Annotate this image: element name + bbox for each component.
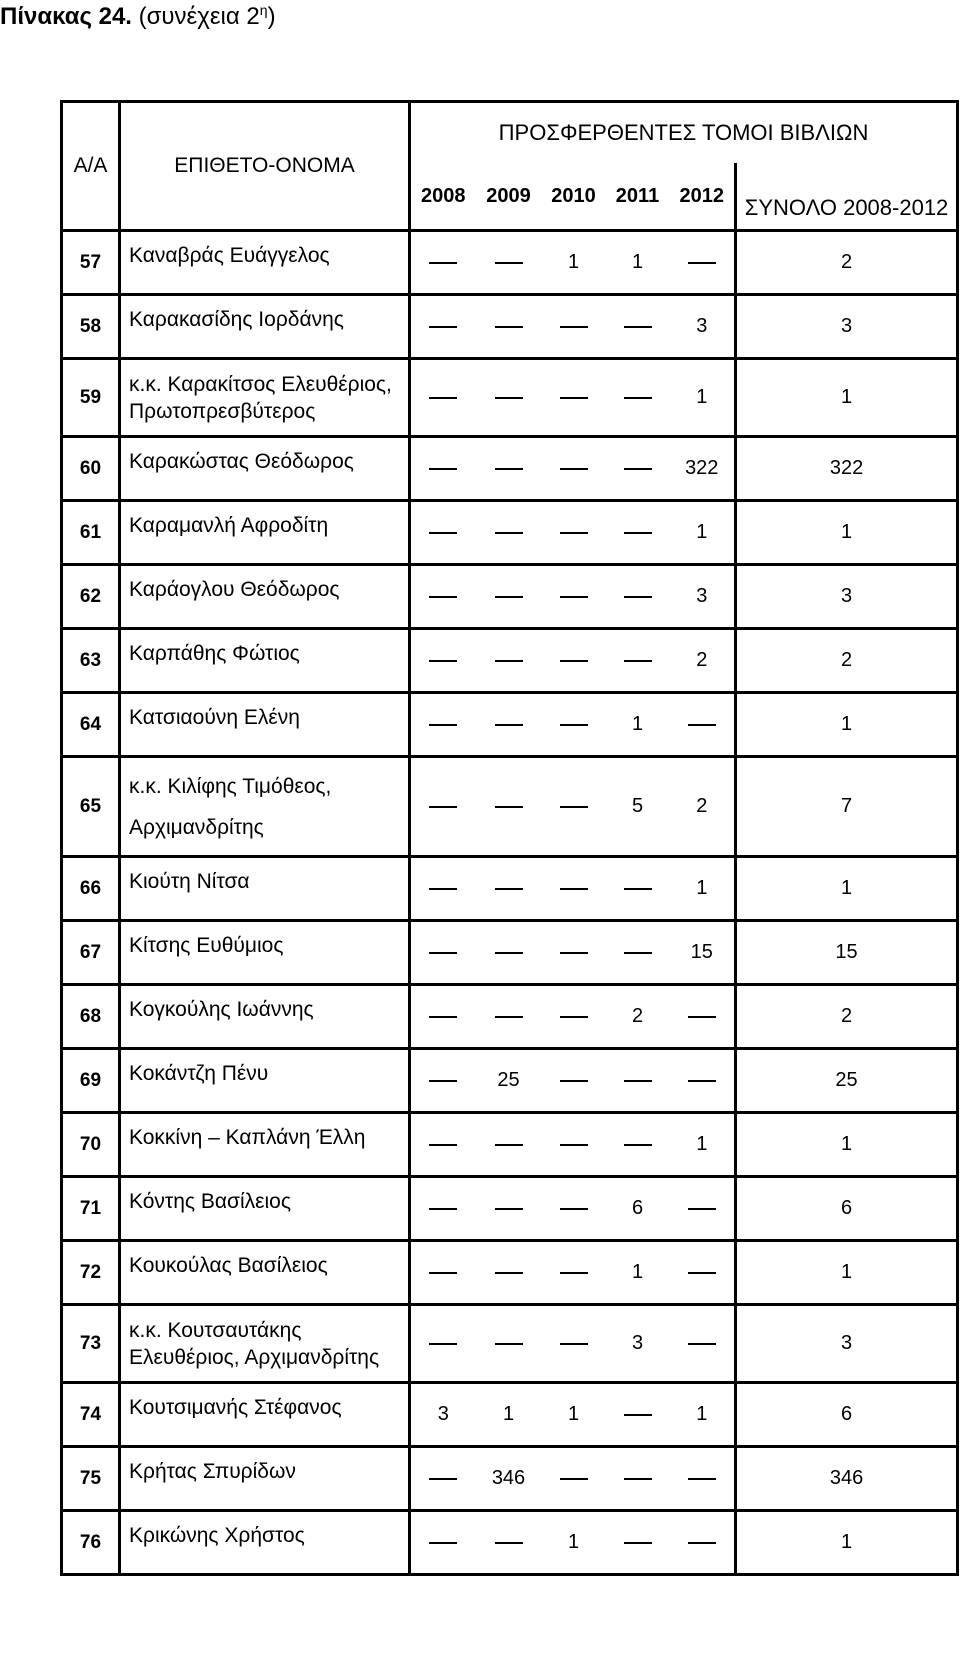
row-name-text: Κουκούλας Βασίλειος xyxy=(129,1254,328,1277)
dash-mark xyxy=(560,1208,588,1210)
row-total: 6 xyxy=(736,1177,958,1241)
year-value-2012 xyxy=(670,1305,736,1383)
table-row xyxy=(62,1177,958,1241)
year-value-2010 xyxy=(542,1049,606,1113)
dash-mark xyxy=(495,1208,523,1210)
year-value-2008 xyxy=(410,359,476,437)
row-name-text: Καναβράς Ευάγγελος xyxy=(129,244,330,267)
dash-mark xyxy=(495,888,523,890)
row-name-text: Κόντης Βασίλειος xyxy=(129,1190,291,1213)
row-name xyxy=(120,921,410,985)
year-value-2012: 1 xyxy=(670,1113,736,1177)
row-total: 1 xyxy=(736,857,958,921)
year-value-2008 xyxy=(410,1177,476,1241)
header-year: 2011 xyxy=(606,163,670,231)
dash-mark xyxy=(624,397,652,399)
dash-mark xyxy=(429,1144,457,1146)
year-value-2011 xyxy=(606,565,670,629)
year-value-2012: 1 xyxy=(670,857,736,921)
dash-mark xyxy=(429,468,457,470)
year-value-2011: 1 xyxy=(606,693,670,757)
row-number: 58 xyxy=(62,295,120,359)
table-caption-label: Πίνακας 24. xyxy=(0,3,132,30)
year-value-2011 xyxy=(606,1049,670,1113)
row-name xyxy=(120,231,410,295)
year-value-2012: 1 xyxy=(670,359,736,437)
dash-mark xyxy=(429,1080,457,1082)
row-total: 1 xyxy=(736,1511,958,1575)
year-value-2009: 25 xyxy=(476,1049,542,1113)
year-value-2008 xyxy=(410,757,476,857)
year-value-2011 xyxy=(606,1447,670,1511)
header-total: ΣΥΝΟΛΟ 2008-2012 xyxy=(736,163,958,231)
dash-mark xyxy=(624,1478,652,1480)
row-name-text: Κουτσιμανής Στέφανος xyxy=(129,1396,342,1419)
table-caption-note: (συνέχεια $2^\eta$) xyxy=(138,2,276,30)
dash-mark xyxy=(495,326,523,328)
dash-mark xyxy=(624,660,652,662)
row-name-text: Κογκούλης Ιωάννης xyxy=(129,998,314,1021)
year-value-2012: 1 xyxy=(670,501,736,565)
header-group: ΠΡΟΣΦΕΡΘΕΝΤΕΣ ΤΟΜΟΙ ΒΙΒΛΙΩΝ xyxy=(410,102,958,164)
table-row xyxy=(62,1447,958,1511)
year-value-2010 xyxy=(542,295,606,359)
year-value-2009 xyxy=(476,295,542,359)
row-name-text: Καρπάθης Φώτιος xyxy=(129,642,300,665)
year-value-2008 xyxy=(410,921,476,985)
year-value-2010: 1 xyxy=(542,231,606,295)
year-value-2008 xyxy=(410,985,476,1049)
year-value-2008 xyxy=(410,1241,476,1305)
dash-mark xyxy=(560,596,588,598)
year-value-2009 xyxy=(476,629,542,693)
year-value-2012: 1 xyxy=(670,1383,736,1447)
year-value-2009 xyxy=(476,985,542,1049)
table-caption xyxy=(0,0,276,34)
row-total: 1 xyxy=(736,501,958,565)
year-value-2010 xyxy=(542,1305,606,1383)
row-number: 71 xyxy=(62,1177,120,1241)
row-total: 3 xyxy=(736,295,958,359)
dash-mark xyxy=(688,1478,716,1480)
year-value-2008 xyxy=(410,1049,476,1113)
table-row xyxy=(62,437,958,501)
row-name xyxy=(120,857,410,921)
dash-mark xyxy=(429,1016,457,1018)
dash-mark xyxy=(624,1144,652,1146)
year-value-2011 xyxy=(606,501,670,565)
row-name-text: Καράογλου Θεόδωρος xyxy=(129,578,340,601)
dash-mark xyxy=(560,806,588,808)
row-number: 69 xyxy=(62,1049,120,1113)
year-value-2008 xyxy=(410,1305,476,1383)
dash-mark xyxy=(429,1208,457,1210)
year-value-2010 xyxy=(542,857,606,921)
dash-mark xyxy=(624,596,652,598)
header-year: 2009 xyxy=(476,163,542,231)
row-total: 3 xyxy=(736,565,958,629)
table-row xyxy=(62,1113,958,1177)
dash-mark xyxy=(688,1343,716,1345)
row-name-text: κ.κ. Καρακίτσος Ελευθέριος, Πρωτοπρεσβύτερος xyxy=(129,372,392,423)
row-number: 65 xyxy=(62,757,120,857)
row-name-text: Κοκκίνη – Καπλάνη Έλλη xyxy=(129,1126,366,1149)
year-value-2011: 5 xyxy=(606,757,670,857)
row-name xyxy=(120,295,410,359)
year-value-2011: 6 xyxy=(606,1177,670,1241)
dash-mark xyxy=(495,397,523,399)
table-row xyxy=(62,921,958,985)
dash-mark xyxy=(429,888,457,890)
year-value-2011 xyxy=(606,1113,670,1177)
dash-mark xyxy=(429,1272,457,1274)
year-value-2010 xyxy=(542,437,606,501)
row-name xyxy=(120,985,410,1049)
dash-mark xyxy=(560,1478,588,1480)
row-total: 25 xyxy=(736,1049,958,1113)
table-row xyxy=(62,231,958,295)
table-row xyxy=(62,1049,958,1113)
row-total: 2 xyxy=(736,985,958,1049)
row-name xyxy=(120,359,410,437)
year-value-2010 xyxy=(542,757,606,857)
year-value-2011 xyxy=(606,629,670,693)
dash-mark xyxy=(560,1272,588,1274)
row-total: 1 xyxy=(736,1113,958,1177)
year-value-2009 xyxy=(476,565,542,629)
dash-mark xyxy=(429,806,457,808)
dash-mark xyxy=(560,724,588,726)
year-value-2008 xyxy=(410,231,476,295)
dash-mark xyxy=(429,262,457,264)
dash-mark xyxy=(560,326,588,328)
row-name-text: Κοκάντζη Πένυ xyxy=(129,1062,269,1085)
year-value-2011: 3 xyxy=(606,1305,670,1383)
row-number: 70 xyxy=(62,1113,120,1177)
table-row xyxy=(62,565,958,629)
year-value-2009 xyxy=(476,231,542,295)
year-value-2008 xyxy=(410,565,476,629)
dash-mark xyxy=(495,1542,523,1544)
year-value-2010 xyxy=(542,693,606,757)
row-name xyxy=(120,501,410,565)
row-name-text: Κρικώνης Χρήστος xyxy=(129,1524,305,1547)
header-aa: Α/Α xyxy=(62,102,120,231)
year-value-2010 xyxy=(542,501,606,565)
row-number: 74 xyxy=(62,1383,120,1447)
dash-mark xyxy=(429,532,457,534)
row-number: 60 xyxy=(62,437,120,501)
year-value-2011 xyxy=(606,1511,670,1575)
dash-mark xyxy=(688,1542,716,1544)
year-value-2009 xyxy=(476,693,542,757)
row-number: 75 xyxy=(62,1447,120,1511)
year-value-2009: 346 xyxy=(476,1447,542,1511)
row-name xyxy=(120,629,410,693)
dash-mark xyxy=(624,1542,652,1544)
dash-mark xyxy=(429,397,457,399)
year-value-2011 xyxy=(606,1383,670,1447)
row-name xyxy=(120,1177,410,1241)
year-value-2010: 1 xyxy=(542,1511,606,1575)
row-name-text: Κιούτη Νίτσα xyxy=(129,870,250,893)
dash-mark xyxy=(495,1343,523,1345)
row-number: 67 xyxy=(62,921,120,985)
dash-mark xyxy=(429,724,457,726)
row-number: 61 xyxy=(62,501,120,565)
dash-mark xyxy=(560,660,588,662)
table-body xyxy=(62,231,958,1575)
year-value-2010 xyxy=(542,629,606,693)
row-total: 346 xyxy=(736,1447,958,1511)
row-total: 322 xyxy=(736,437,958,501)
year-value-2009 xyxy=(476,1177,542,1241)
table-row xyxy=(62,693,958,757)
dash-mark xyxy=(429,326,457,328)
year-value-2012: 3 xyxy=(670,295,736,359)
year-value-2012 xyxy=(670,693,736,757)
row-number: 63 xyxy=(62,629,120,693)
row-number: 64 xyxy=(62,693,120,757)
row-total: 15 xyxy=(736,921,958,985)
year-value-2011 xyxy=(606,359,670,437)
year-value-2012 xyxy=(670,1177,736,1241)
table-row xyxy=(62,629,958,693)
row-number: 73 xyxy=(62,1305,120,1383)
row-total: 1 xyxy=(736,693,958,757)
dash-mark xyxy=(429,1478,457,1480)
dash-mark xyxy=(624,468,652,470)
row-name xyxy=(120,757,410,857)
row-name-text: κ.κ. Κουτσαυτάκης Ελευθέριος, Αρχιμανδρίτης xyxy=(129,1318,380,1369)
dash-mark xyxy=(560,1343,588,1345)
year-value-2010 xyxy=(542,1177,606,1241)
dash-mark xyxy=(624,532,652,534)
year-value-2011: 2 xyxy=(606,985,670,1049)
dash-mark xyxy=(495,952,523,954)
row-total: 2 xyxy=(736,231,958,295)
dash-mark xyxy=(624,1414,652,1416)
dash-mark xyxy=(560,888,588,890)
row-name-text: Κρήτας Σπυρίδων xyxy=(129,1460,296,1483)
year-value-2010 xyxy=(542,921,606,985)
year-value-2009 xyxy=(476,857,542,921)
row-total: 1 xyxy=(736,1241,958,1305)
year-value-2009 xyxy=(476,437,542,501)
row-number: 59 xyxy=(62,359,120,437)
dash-mark xyxy=(624,1080,652,1082)
row-number: 62 xyxy=(62,565,120,629)
year-value-2012: 3 xyxy=(670,565,736,629)
table-row xyxy=(62,359,958,437)
dash-mark xyxy=(624,952,652,954)
header-year: 2012 xyxy=(670,163,736,231)
dash-mark xyxy=(560,532,588,534)
dash-mark xyxy=(495,806,523,808)
dash-mark xyxy=(560,1144,588,1146)
year-value-2009 xyxy=(476,757,542,857)
year-value-2012: 2 xyxy=(670,757,736,857)
dash-mark xyxy=(624,888,652,890)
year-value-2010 xyxy=(542,985,606,1049)
dash-mark xyxy=(495,468,523,470)
year-value-2008 xyxy=(410,501,476,565)
dash-mark xyxy=(429,660,457,662)
dash-mark xyxy=(688,1016,716,1018)
book-donations-table xyxy=(60,100,959,1576)
row-number: 66 xyxy=(62,857,120,921)
year-value-2009 xyxy=(476,1113,542,1177)
dash-mark xyxy=(495,724,523,726)
row-name-text: Κίτσης Ευθύμιος xyxy=(129,934,284,957)
year-value-2008 xyxy=(410,1511,476,1575)
row-name xyxy=(120,565,410,629)
dash-mark xyxy=(429,1343,457,1345)
year-value-2012 xyxy=(670,985,736,1049)
row-name xyxy=(120,1511,410,1575)
table-row xyxy=(62,757,958,857)
dash-mark xyxy=(429,596,457,598)
dash-mark xyxy=(688,262,716,264)
header-year: 2010 xyxy=(542,163,606,231)
year-value-2011 xyxy=(606,437,670,501)
year-value-2011 xyxy=(606,921,670,985)
row-name xyxy=(120,693,410,757)
year-value-2012 xyxy=(670,1049,736,1113)
year-value-2012 xyxy=(670,231,736,295)
year-value-2011 xyxy=(606,857,670,921)
dash-mark xyxy=(560,1016,588,1018)
row-name-text: Καραμανλή Αφροδίτη xyxy=(129,514,329,537)
year-value-2009 xyxy=(476,921,542,985)
header-name: ΕΠΙΘΕΤΟ-ΟΝΟΜΑ xyxy=(120,102,410,231)
year-value-2009 xyxy=(476,359,542,437)
row-name xyxy=(120,1049,410,1113)
year-value-2008 xyxy=(410,1447,476,1511)
year-value-2008 xyxy=(410,693,476,757)
dash-mark xyxy=(688,724,716,726)
year-value-2010 xyxy=(542,359,606,437)
year-value-2009 xyxy=(476,1241,542,1305)
row-number: 68 xyxy=(62,985,120,1049)
year-value-2009 xyxy=(476,1305,542,1383)
year-value-2008 xyxy=(410,295,476,359)
dash-mark xyxy=(495,1144,523,1146)
dash-mark xyxy=(495,1272,523,1274)
year-value-2012: 322 xyxy=(670,437,736,501)
dash-mark xyxy=(495,1016,523,1018)
year-value-2012 xyxy=(670,1511,736,1575)
row-name xyxy=(120,1383,410,1447)
row-total: 1 xyxy=(736,359,958,437)
year-value-2011 xyxy=(606,295,670,359)
dash-mark xyxy=(688,1272,716,1274)
table-row xyxy=(62,501,958,565)
table-row xyxy=(62,857,958,921)
row-name-text: Καρακώστας Θεόδωρος xyxy=(129,450,354,473)
table-row xyxy=(62,985,958,1049)
year-value-2011: 1 xyxy=(606,1241,670,1305)
year-value-2012: 15 xyxy=(670,921,736,985)
row-total: 2 xyxy=(736,629,958,693)
row-name xyxy=(120,1305,410,1383)
year-value-2010 xyxy=(542,1241,606,1305)
row-name xyxy=(120,1447,410,1511)
row-number: 76 xyxy=(62,1511,120,1575)
row-name-text: κ.κ. Κιλίφης Τιμόθεος, xyxy=(129,774,332,798)
row-total: 3 xyxy=(736,1305,958,1383)
row-number: 72 xyxy=(62,1241,120,1305)
year-value-2010 xyxy=(542,1113,606,1177)
table-row xyxy=(62,1511,958,1575)
dash-mark xyxy=(495,532,523,534)
row-name xyxy=(120,437,410,501)
year-value-2012 xyxy=(670,1241,736,1305)
row-name xyxy=(120,1113,410,1177)
dash-mark xyxy=(560,397,588,399)
dash-mark xyxy=(495,262,523,264)
dash-mark xyxy=(688,1208,716,1210)
row-total: 6 xyxy=(736,1383,958,1447)
year-value-2011: 1 xyxy=(606,231,670,295)
dash-mark xyxy=(495,596,523,598)
year-value-2008 xyxy=(410,629,476,693)
year-value-2009: 1 xyxy=(476,1383,542,1447)
year-value-2010: 1 xyxy=(542,1383,606,1447)
row-name-text-line2: Αρχιμανδρίτης xyxy=(129,815,264,839)
year-value-2012: 2 xyxy=(670,629,736,693)
year-value-2010 xyxy=(542,565,606,629)
row-total: 7 xyxy=(736,757,958,857)
table-row xyxy=(62,1383,958,1447)
year-value-2010 xyxy=(542,1447,606,1511)
header-year: 2008 xyxy=(410,163,476,231)
year-value-2008: 3 xyxy=(410,1383,476,1447)
dash-mark xyxy=(429,1542,457,1544)
row-name-text: Κατσιαούνη Ελένη xyxy=(129,706,300,729)
year-value-2008 xyxy=(410,1113,476,1177)
row-name xyxy=(120,1241,410,1305)
dash-mark xyxy=(429,952,457,954)
dash-mark xyxy=(624,326,652,328)
year-value-2012 xyxy=(670,1447,736,1511)
dash-mark xyxy=(560,952,588,954)
table-row xyxy=(62,1241,958,1305)
dash-mark xyxy=(560,468,588,470)
dash-mark xyxy=(560,1080,588,1082)
dash-mark xyxy=(688,1080,716,1082)
table-row xyxy=(62,295,958,359)
year-value-2009 xyxy=(476,501,542,565)
year-value-2008 xyxy=(410,437,476,501)
year-value-2009 xyxy=(476,1511,542,1575)
row-number: 57 xyxy=(62,231,120,295)
row-name-text: Καρακασίδης Ιορδάνης xyxy=(129,308,344,331)
year-value-2008 xyxy=(410,857,476,921)
dash-mark xyxy=(495,660,523,662)
table-row xyxy=(62,1305,958,1383)
